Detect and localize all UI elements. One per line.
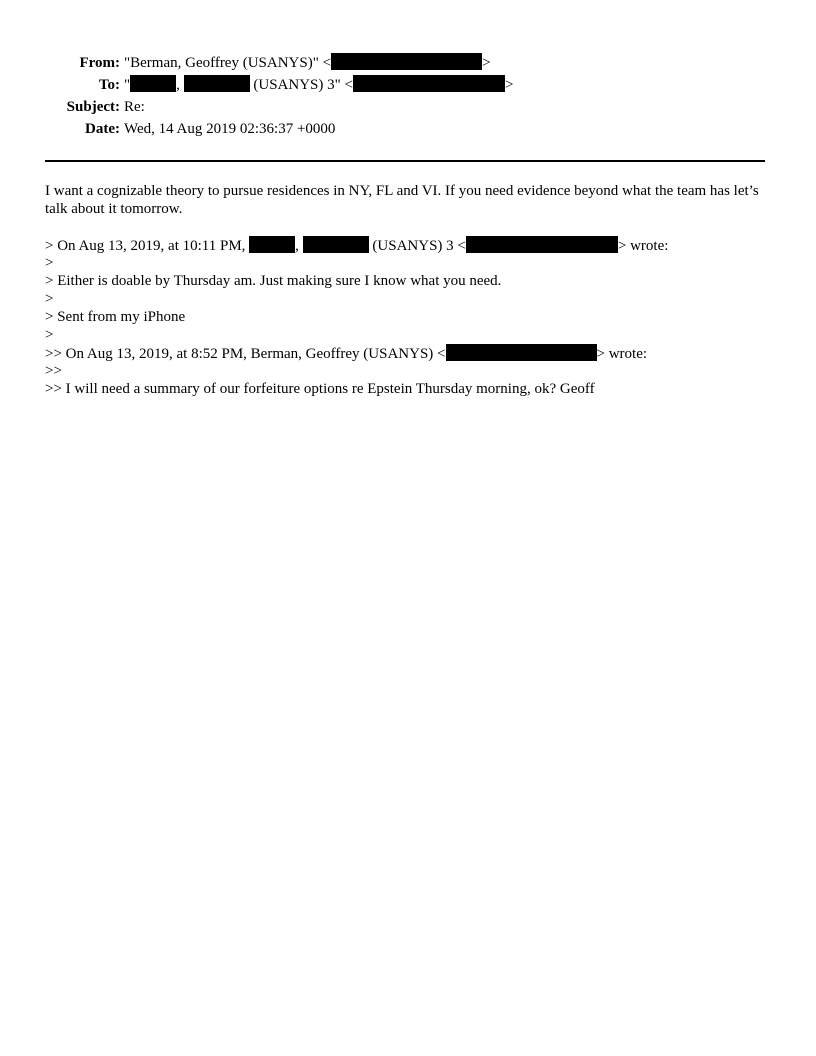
message-paragraph: I want a cognizable theory to pursue residences in NY, FL and VI. If you need evidence beyond what the team has let’s talk about it tomorrow. — [45, 183, 759, 217]
to-row — [0, 74, 816, 96]
redaction-box — [303, 236, 369, 253]
email-header — [0, 52, 816, 140]
email-body — [45, 182, 765, 398]
quoted-thread — [45, 236, 765, 398]
quote-start: >> On Aug 13, 2019, at 8:52 PM, Berman, Geoffrey (USANYS) < — [45, 346, 446, 362]
from-value — [124, 52, 491, 74]
from-row — [0, 52, 816, 74]
to-open: " — [124, 77, 131, 93]
quote-start: > On Aug 13, 2019, at 10:11 PM, — [45, 238, 250, 254]
quote-end: > wrote: — [617, 238, 669, 254]
to-label: To: — [98, 77, 120, 93]
quote-line: > — [45, 327, 54, 343]
quote-end: > wrote: — [596, 346, 648, 362]
quote-line: > Sent from my iPhone — [45, 309, 186, 325]
redaction-box — [353, 75, 505, 92]
subject-row — [0, 96, 816, 118]
redaction-box — [466, 236, 618, 253]
redaction-box — [249, 236, 295, 253]
quote-line — [45, 344, 765, 362]
redaction-box — [331, 53, 482, 70]
from-label: From: — [79, 55, 120, 71]
from-end: > — [482, 55, 491, 71]
quote-line — [45, 236, 765, 254]
from-name: "Berman, Geoffrey (USANYS)" < — [124, 55, 332, 71]
quote-line: > Either is doable by Thursday am. Just making sure I know what you need. — [45, 273, 502, 289]
quote-line: >> — [45, 363, 62, 379]
quote-line: >> I will need a summary of our forfeiture options re Epstein Thursday morning, ok? Geoff — [45, 381, 595, 397]
header-divider — [45, 160, 765, 162]
quote-line: > — [45, 291, 54, 307]
to-comma: , — [176, 77, 180, 93]
quote-comma: , — [295, 238, 299, 254]
subject-value: Re: — [124, 99, 145, 115]
redaction-box — [130, 75, 176, 92]
date-label: Date: — [85, 121, 120, 137]
quote-mid: (USANYS) 3 < — [368, 238, 466, 254]
quote-line: > — [45, 255, 54, 271]
date-row — [0, 118, 816, 140]
redaction-box — [184, 75, 250, 92]
to-mid: (USANYS) 3" < — [249, 77, 353, 93]
to-end: > — [504, 77, 514, 93]
date-value: Wed, 14 Aug 2019 02:36:37 +0000 — [124, 121, 336, 137]
subject-label: Subject: — [66, 99, 120, 115]
to-value — [124, 74, 513, 96]
redaction-box — [446, 344, 597, 361]
